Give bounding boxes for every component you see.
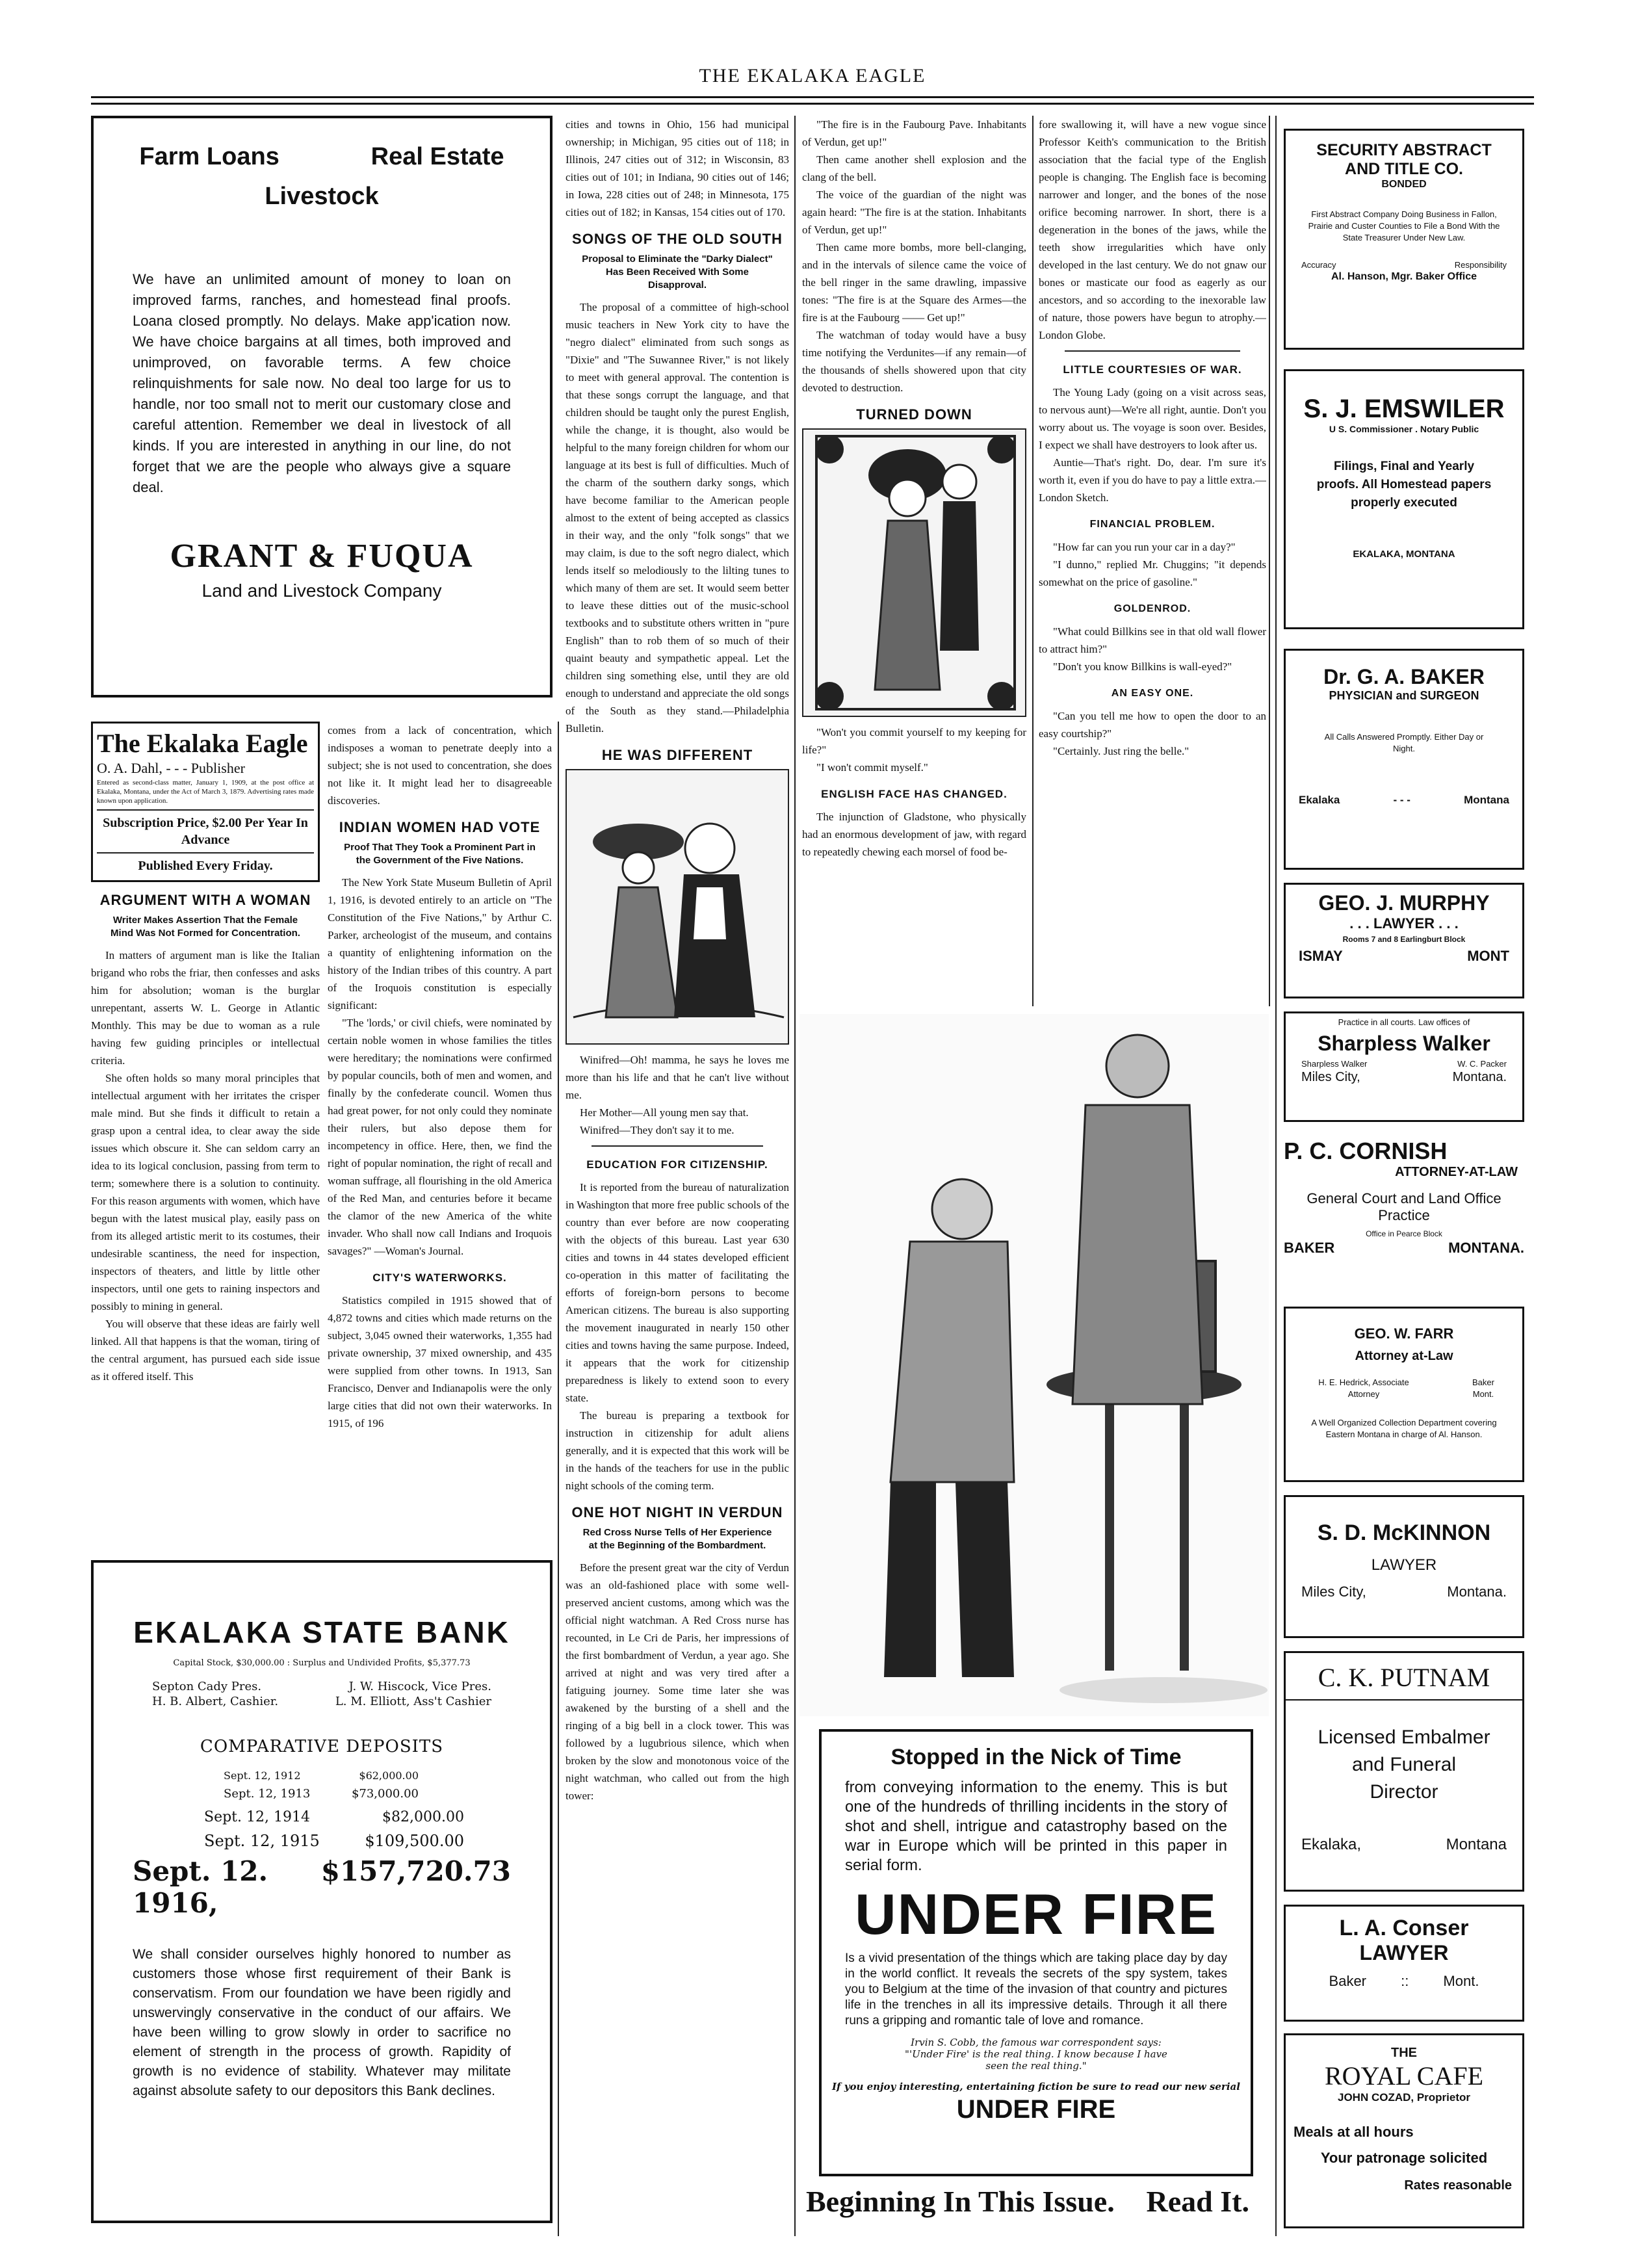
column-5-text (1039, 116, 1266, 1006)
baker-city: Ekalaka (1299, 794, 1340, 806)
masthead-title: THE EKALAKA EAGLE (699, 65, 926, 86)
courtesies-title: LITTLE COURTESIES OF WAR. (1063, 363, 1242, 376)
cafe-patronage: Your patronage solicited (1320, 2150, 1488, 2166)
sharpless-state: Montana. (1452, 1070, 1507, 1084)
conser-name: L. A. Conser (1339, 1916, 1469, 1940)
mckinnon-ad (1284, 1495, 1524, 1638)
waterworks-title: CITY'S WATERWORKS. (372, 1271, 507, 1284)
paper-published: Published Every Friday. (138, 859, 273, 873)
farr-body: A Well Organized Collection Department covering Eastern Montana in charge of Al. Hanson. (1311, 1418, 1497, 1439)
argument-p2: She often holds so many moral principles that intellectual argument with her irritates the crisper male mind. But she finds it difficult to retain a grasp upon a central idea, to clear away the side issues which obscure it. She can seldom carry an idea to its logical conclusion, passing from term to term; somewhere there is a solution to continuity. For this reason arguments with women, which have begun with the latest musical play, easily pass on from its alleged artistic merit to its costumes, their undesirable scantiness, the need for inspection, inspectors of theaters, and little by little other inspectors, until one gets to raining inspectors and possibly to mining in general. (91, 1072, 320, 1312)
under-fire-quote-by: Irvin S. Cobb, the famous war correspondent says: (911, 2037, 1162, 2048)
baker-ad (1284, 649, 1524, 870)
baker-dash: - - - (1393, 794, 1410, 806)
murphy-state: MONT (1467, 948, 1509, 964)
indian-p2: "The 'lords,' or civil chiefs, were nominated by certain noble women in whose families the titles were hereditary; the nominations were confirmed by popular councils, both of men and women, and finally by the confederate council. Women thus had great power, for not only could they nominate their rulers, but also depose them for incompetency in office. Here, then, we find the right of popular nomination, the right of recall and woman suffrage, all flourishing in the old America of the Red Man, and centuries before it became the clamor of the new America of the white invader. Who shall now call Indians and Iroquois savages?" —Woman's Journal. (328, 1017, 552, 1257)
songs-title: SONGS OF THE OLD SOUTH (572, 231, 783, 247)
verdun-c3: The voice of the guardian of the night was again heard: "The fire is at the station. Inhabitants of Verdun, get up!" (802, 189, 1026, 236)
emswiler-ad (1284, 369, 1524, 629)
cafe-name: ROYAL CAFE (1324, 2061, 1484, 2091)
goldenrod-p1: "What could Billkins see in that old wall flower to attract him?" (1039, 625, 1266, 655)
citizenship-title: EDUCATION FOR CITIZENSHIP. (586, 1158, 768, 1171)
under-fire-desc: Is a vivid presentation of the things which are taking place day by day in the world conflict. It reveals the secrets of the spy system, takes you to Belgium at the time of the invasion of that country and pictures life in the trenches in all its impressive details. Through it all there runs a gripping and romantic tale of love and romance. (845, 1951, 1227, 2027)
cornish-name: P. C. CORNISH (1284, 1138, 1448, 1164)
farr-ad (1284, 1307, 1524, 1482)
under-fire-read: Read It. (1146, 2185, 1249, 2218)
argument-p1: In matters of argument man is like the Italian brigand who robs the friar, then confesses and asks him for absolution; woman is the burglar unrepentant, asserts W. L. George in Atlantic Monthly. This may be due to woman as a rule having few guiding principles or intellectual criteria. (91, 949, 320, 1067)
english-face-cont: fore swallowing it, will have a new vogue since Professor Keith's communication to the British association that the facial type of the English people is changing. The English face is becoming narrower and longer, and the bones of the nose orifice becoming narrower. In short, there is a degeneration in the bones of the jaws, while the teeth show irregularities which have only developed in the last century. We do not gnaw our bones or masticate our food as eagerly as our ancestors, and so according to the inexorable law of nature, those powers have begun to atrophy.—London Globe. (1039, 118, 1266, 341)
conser-ad (1284, 1905, 1524, 2022)
emswiler-city: EKALAKA, MONTANA (1353, 549, 1455, 560)
paper-name: The Ekalaka Eagle (97, 729, 308, 758)
bank-officer-4: L. M. Elliott, Ass't Cashier (335, 1695, 491, 1708)
cornish-office: Office in Pearce Block (1366, 1229, 1442, 1238)
baker-body: All Calls Answered Promptly. Either Day or Night. (1324, 732, 1484, 753)
turned-down-p1: "Won't you commit yourself to my keeping for life?" (802, 726, 1026, 756)
under-fire-title: UNDER FIRE (855, 1882, 1217, 1946)
turned-down-title: TURNED DOWN (856, 406, 972, 423)
deposit-value-1915: $109,500.00 (365, 1832, 464, 1850)
deposit-value-1912: $62,000.00 (359, 1769, 419, 1782)
security-accuracy: Accuracy (1301, 260, 1336, 270)
cornish-body: General Court and Land Office Practice (1306, 1190, 1502, 1223)
security-name-2: AND TITLE CO. (1345, 160, 1463, 178)
verdun-title: ONE HOT NIGHT IN VERDUN (571, 1504, 783, 1520)
putnam-ad (1284, 1651, 1524, 1892)
sharpless-partner-1: Sharpless Walker (1301, 1059, 1368, 1069)
murphy-rooms: Rooms 7 and 8 Earlingburt Block (1342, 935, 1466, 944)
deposit-value-1913: $73,000.00 (351, 1787, 419, 1801)
argument-deck: Writer Makes Assertion That the Female Mind Was Not Formed for Concentration. (110, 915, 300, 939)
turned-down-cartoon (802, 428, 1026, 717)
deposit-date-1913: Sept. 12, 1913 (224, 1787, 311, 1801)
cafe-meals: Meals at all hours (1294, 2124, 1414, 2140)
grant-fuqua-name: GRANT & FUQUA (170, 538, 474, 575)
bank-officer-2: J. W. Hiscock, Vice Pres. (348, 1680, 491, 1693)
easy-one-title: AN EASY ONE. (1111, 688, 1194, 699)
putnam-state: Montana (1446, 1836, 1507, 1853)
paper-publisher: O. A. Dahl, - - - Publisher (97, 760, 245, 776)
bank-body: We shall consider ourselves highly honored to number as customers those whose first requirement of their Bank is conservatism. From our foundation we have been rigidly and unswervingly conservative in the conduct of our affairs. We have been willing to grow slowly in order to sacrifice no element of strength in the process of growth. Rapidity of growth is no evidence of stability. Whatever may militate against absolute safety to our depositors this Bank declines. (133, 1947, 511, 2098)
sharpless-walker-ad (1284, 1011, 1524, 1122)
goldenrod-title: GOLDENROD. (1113, 603, 1191, 614)
under-fire-intro: from conveying information to the enemy. This is but one of the hundreds of thrilling incidents in the story of shot and shell, intrigue and catastrophy based on the war in Europe which will be printed in this paper in serial form. (845, 1779, 1227, 1874)
verdun-c2: Then came another shell explosion and the clang of the bell. (802, 153, 1026, 183)
sharpless-name: Sharpless Walker (1318, 1032, 1490, 1055)
bank-name: EKALAKA STATE BANK (133, 1615, 510, 1649)
english-face-p1: The injunction of Gladstone, who physically had an enormous development of jaw, with regard to repeatedly chewing each morsel of food be- (802, 811, 1026, 858)
turned-down-p2: "I won't commit myself." (816, 761, 928, 774)
cafe-prop: JOHN COZAD, Proprietor (1337, 2091, 1471, 2104)
paper-entered: Entered as second-class matter, January 1, 1909, at the post office at Ekalaka, Montana, under the Act of March 3, 1879. Advertising rates made known upon application. (97, 779, 314, 805)
murphy-ad (1284, 883, 1524, 998)
security-mgr: Al. Hanson, Mgr. Baker Office (1331, 271, 1477, 282)
spy-illustration (800, 1014, 1269, 1716)
mckinnon-city: Miles City, (1301, 1584, 1366, 1600)
under-fire-headline: Stopped in the Nick of Time (890, 1745, 1182, 1769)
masthead (91, 65, 1534, 104)
deposit-date-1915: Sept. 12, 1915 (204, 1832, 320, 1850)
column-2-text (328, 722, 552, 1531)
column-1-text (91, 722, 320, 1534)
cornish-state: MONTANA. (1448, 1240, 1524, 1256)
paper-price: Subscription Price, $2.00 Per Year In Advance (103, 816, 308, 847)
col2-continued: comes from a lack of concentration, which indisposes a woman to penetrate deeply into a subject; she is not used to concentration, she does not like it. It might lead her to disagreeable discoveries. (328, 724, 552, 807)
farr-city: Baker Mont. (1472, 1377, 1494, 1399)
column-3-text (566, 116, 789, 2236)
verdun-c5: The watchman of today would have a busy time notifying the Verdunites—if any remain—of the thousands of shells showered upon that city devoted to destruction. (802, 329, 1026, 394)
cafe-rates: Rates reasonable (1404, 2178, 1512, 2193)
baker-title: PHYSICIAN and SURGEON (1329, 689, 1479, 702)
bank-ad (91, 1560, 552, 2223)
murphy-title: . . . LAWYER . . . (1349, 915, 1459, 932)
putnam-city: Ekalaka, (1301, 1836, 1362, 1853)
easy-one-p2: "Certainly. Just ring the belle." (1053, 745, 1190, 757)
security-body: First Abstract Company Doing Business in Fallon, Prairie and Custer Counties to File a Bond With the State Treasurer Under New Law. (1308, 209, 1500, 242)
cafe-the: THE (1391, 2046, 1417, 2060)
verdun-c1: "The fire is in the Faubourg Pave. Inhabitants of Verdun, get up!" (802, 118, 1026, 148)
security-responsibility: Responsibility (1454, 260, 1507, 270)
mckinnon-name: S. D. McKINNON (1317, 1520, 1491, 1545)
easy-one-p1: "Can you tell me how to open the door to an easy courtship?" (1039, 710, 1266, 740)
farr-title: Attorney at-Law (1355, 1349, 1453, 1363)
couple-illustration (567, 770, 789, 1043)
verdun-deck: Red Cross Nurse Tells of Her Experience at the Beginning of the Bombardment. (582, 1527, 772, 1551)
column-4-text (802, 116, 1026, 1006)
indian-p1: The New York State Museum Bulletin of April 1, 1916, is devoted entirely to an article on "The Constitution of the Five Nations," by Arthur C. Parker, archeologist of the museum, and contains a quantity of enlightening information on the history of the Indian tribes of this country. A part of the Iroquois constitution is especially significant: (328, 876, 552, 1011)
bank-officer-3: H. B. Albert, Cashier. (152, 1695, 279, 1708)
col3-continued: cities and towns in Ohio, 156 had municipal ownership; in Michigan, 95 cities out of 118; in Illinois, 247 cities out of 312; in Wisconsin, 83 cities out of 101; in Indiana, 90 cities out of 146; in Iowa, 228 cities out of 248; in Minnesota, 175 cities out of 182; in Kansas, 154 cities out of 170. (566, 118, 789, 218)
indian-title: INDIAN WOMEN HAD VOTE (339, 819, 541, 835)
citizenship-p2: The bureau is preparing a textbook for instruction in citizenship for adult aliens generally, and it is expected that this work will be in the hands of the teachers for use in the public night schools of the coming term. (566, 1409, 789, 1492)
deposit-value-1914: $82,000.00 (382, 1809, 464, 1825)
cornish-ad (1284, 1138, 1524, 1294)
deposit-date-1912: Sept. 12, 1912 (224, 1769, 301, 1782)
murphy-city: ISMAY (1299, 948, 1343, 964)
argument-title: ARGUMENT WITH A WOMAN (99, 892, 311, 908)
songs-deck: Proposal to Eliminate the "Darky Dialect" Has Been Received With Some Disapproval. (582, 254, 773, 291)
grant-fuqua-sub: Land and Livestock Company (202, 580, 442, 601)
putnam-line-3: Director (1370, 1781, 1438, 1803)
deposit-value-1916: $157,720.73 (320, 1855, 511, 1887)
bank-officer-1: Septon Cady Pres. (152, 1680, 262, 1693)
courtesies-p1: The Young Lady (going on a visit across seas, to nervous aunt)—We're all right, auntie. Don't you worry about us. The voyage is soon over. Besides, I expect we shall have destroyers to look after us. (1039, 386, 1266, 451)
under-fire-title-2: UNDER FIRE (956, 2095, 1116, 2124)
security-bonded: BONDED (1381, 179, 1427, 190)
different-p1: Winifred—Oh! mamma, he says he loves me more than his life and that he can't live without me. (566, 1054, 789, 1101)
conser-title: LAWYER (1359, 1941, 1449, 1964)
mckinnon-state: Montana. (1447, 1584, 1507, 1600)
goldenrod-p2: "Don't you know Billkins is wall-eyed?" (1053, 660, 1232, 673)
emswiler-title: U S. Commissioner . Notary Public (1329, 424, 1479, 434)
indian-deck: Proof That They Took a Prominent Part in the Government of the Five Nations. (344, 842, 536, 866)
putnam-name: C. K. PUTNAM (1318, 1663, 1490, 1692)
putnam-line-1: Licensed Embalmer (1318, 1727, 1490, 1748)
financial-title: FINANCIAL PROBLEM. (1089, 519, 1216, 530)
financial-p1: "How far can you run your car in a day?" (1053, 541, 1236, 553)
putnam-line-2: and Funeral (1351, 1754, 1457, 1775)
cornish-city: BAKER (1284, 1240, 1335, 1256)
emswiler-body: Filings, Final and Yearly proofs. All Homestead papers properly executed (1316, 460, 1492, 510)
real-estate-label: Real Estate (370, 143, 504, 170)
sharpless-partner-2: W. C. Packer (1457, 1059, 1507, 1069)
livestock-label: Livestock (265, 183, 379, 210)
under-fire-begin: Beginning In This Issue. (806, 2185, 1115, 2218)
security-name-1: SECURITY ABSTRACT (1316, 141, 1492, 159)
farr-name: GEO. W. FARR (1354, 1325, 1454, 1342)
songs-p1: The proposal of a committee of high-school music teachers in New York city to have the "negro dialect" eliminated from such songs as "Dixie" and "The Suwannee River," is not likely to meet with general approval. The contention is that these songs corrupt the language, and that children should be taught only the purest English, while the change, it is thought, also would be helpful to the many foreign children for whom our language at its best is full of difficulties. Much of the charm of the southern darky songs, which have become familiar to the American people almost to the extent of being accepted as classics in their way, and the only "folk songs" that we may claim, is due to the soft negro dialect, which lends itself so melodiously to the lilting tunes to which many of them are set. It would seem better to leave these ditties out of the music-school textbooks and to substitute others written in "pure English" than to rob them of so much of their quaint beauty and sympathetic appeal. Let the children sing something else, until they are old enough to understand and appreciate the old songs of the South as they stand.—Philadelphia Bulletin. (566, 301, 789, 735)
bank-capital: Capital Stock, $30,000.00 : Surplus and Undivided Profits, $5,377.73 (173, 1658, 471, 1668)
citizenship-p1: It is reported from the bureau of naturalization in Washington that more free public schools of the country than ever before are now cooperating with the objects of this bureau. Last year 630 cities and towns in 44 states developed efficient co-operation in this matter of facilitating the efforts of foreign-born persons to become American citizens. The bureau is also supporting the movement inaugurated in nearly 150 other cities and towns having the same purpose. Indeed, it appears that the work for citizenship preparedness is likely to extend soon to every state. (566, 1181, 789, 1404)
emswiler-name: S. J. EMSWILER (1303, 395, 1505, 423)
verdun-p1: Before the present great war the city of Verdun was an old-fashioned place with some well-preserved ancient customs, among which was the official night watchman. A Red Cross nurse has recounted, in Le Cri de Paris, her impressions of the first bombardment of Verdun, a year ago. She arrived at night and was very tired after a fatiguing journey. Some time later she was awakened by the bursting of a shell and the ringing of a big bell in a clock tower. This was followed by a lugubrious silence, which when broken by the slow and monotonous voice of the night watchman, who called out from the high tower: (566, 1561, 789, 1802)
under-fire-ad (800, 1014, 1269, 2223)
under-fire-quote: "'Under Fire' is the real thing. I know because I have seen the real thing." (905, 2048, 1167, 2072)
under-fire-enjoy: If you enjoy interesting, entertaining fiction be sure to read our new serial (832, 2081, 1240, 2092)
cornish-title: ATTORNEY-AT-LAW (1395, 1165, 1518, 1179)
sharpless-top: Practice in all courts. Law offices of (1338, 1017, 1470, 1027)
farm-loans-ad (91, 116, 552, 697)
deposit-date-1916: Sept. 12. 1916, (133, 1855, 268, 1919)
frame-illustration (803, 430, 1026, 716)
courtesies-p2: Auntie—That's right. Do, dear. I'm sure it's worth it, even if you do have to pay a little extra.—London Sketch. (1039, 456, 1266, 504)
newspaper-page (91, 65, 1534, 2236)
waterworks-p1: Statistics compiled in 1915 showed that of 4,872 towns and cities which made returns on the subject, 3,045 owned their waterworks, 1,355 had private ownership, 37 mixed ownership, and 435 were supplied from other towns. In 1913, San Francisco, Denver and Indianapolis were the only large cities that did not own their waterworks. In 1915, of 196 (328, 1294, 552, 1429)
financial-p2: "I dunno," replied Mr. Chuggins; "it depends somewhat on the price of gasoline." (1039, 558, 1266, 588)
verdun-c4: Then came more bombs, more bell-clanging, and in the intervals of silence came the voice of the bell ringer in the same drawling, impassive tones: "The fire is at the Square des Armes—the fire is at the Faubourg —— Get up!" (802, 241, 1026, 324)
murphy-name: GEO. J. MURPHY (1318, 891, 1490, 915)
conser-state: Mont. (1443, 1973, 1479, 1989)
farr-assoc: H. E. Hedrick, Associate Attorney (1318, 1377, 1409, 1399)
conser-city: Baker (1329, 1973, 1367, 1989)
baker-name: Dr. G. A. BAKER (1323, 665, 1485, 688)
baker-state: Montana (1464, 794, 1509, 806)
conser-sep: :: (1401, 1973, 1409, 1989)
different-p3: Winifred—They don't say it to me. (580, 1124, 734, 1136)
different-cartoon (566, 769, 789, 1045)
mckinnon-title: LAWYER (1371, 1556, 1437, 1574)
deposits-title: COMPARATIVE DEPOSITS (200, 1737, 444, 1756)
english-face-title: ENGLISH FACE HAS CHANGED. (821, 788, 1008, 800)
deposit-date-1914: Sept. 12, 1914 (204, 1809, 310, 1825)
farm-loans-label: Farm Loans (139, 143, 280, 170)
royal-cafe-ad (1284, 2033, 1524, 2228)
farm-ad-body: We have an unlimited amount of money to loan on improved farms, ranches, and homestead final proofs. Loana closed promptly. No delays. Make app'ication now. We have choice bargains at all times, both improved and unimproved, on favorable terms. A few choice relinquishments for sale now. No deal too large for us to handle, nor too small not to merit our customary close and careful attention. Remember we deal in livestock of all kinds. If you are interested in anything in our line, do not forget that we are the people who always give a square deal. (133, 271, 511, 495)
different-title: HE WAS DIFFERENT (601, 747, 753, 763)
sharpless-city: Miles City, (1301, 1070, 1360, 1084)
security-abstract-ad (1284, 129, 1524, 350)
different-p2: Her Mother—All young men say that. (580, 1106, 749, 1119)
argument-p3: You will observe that these ideas are fairly well linked. All that happens is that the woman, tiring of the central argument, has pursued each side issue as it offered itself. This (91, 1318, 320, 1383)
